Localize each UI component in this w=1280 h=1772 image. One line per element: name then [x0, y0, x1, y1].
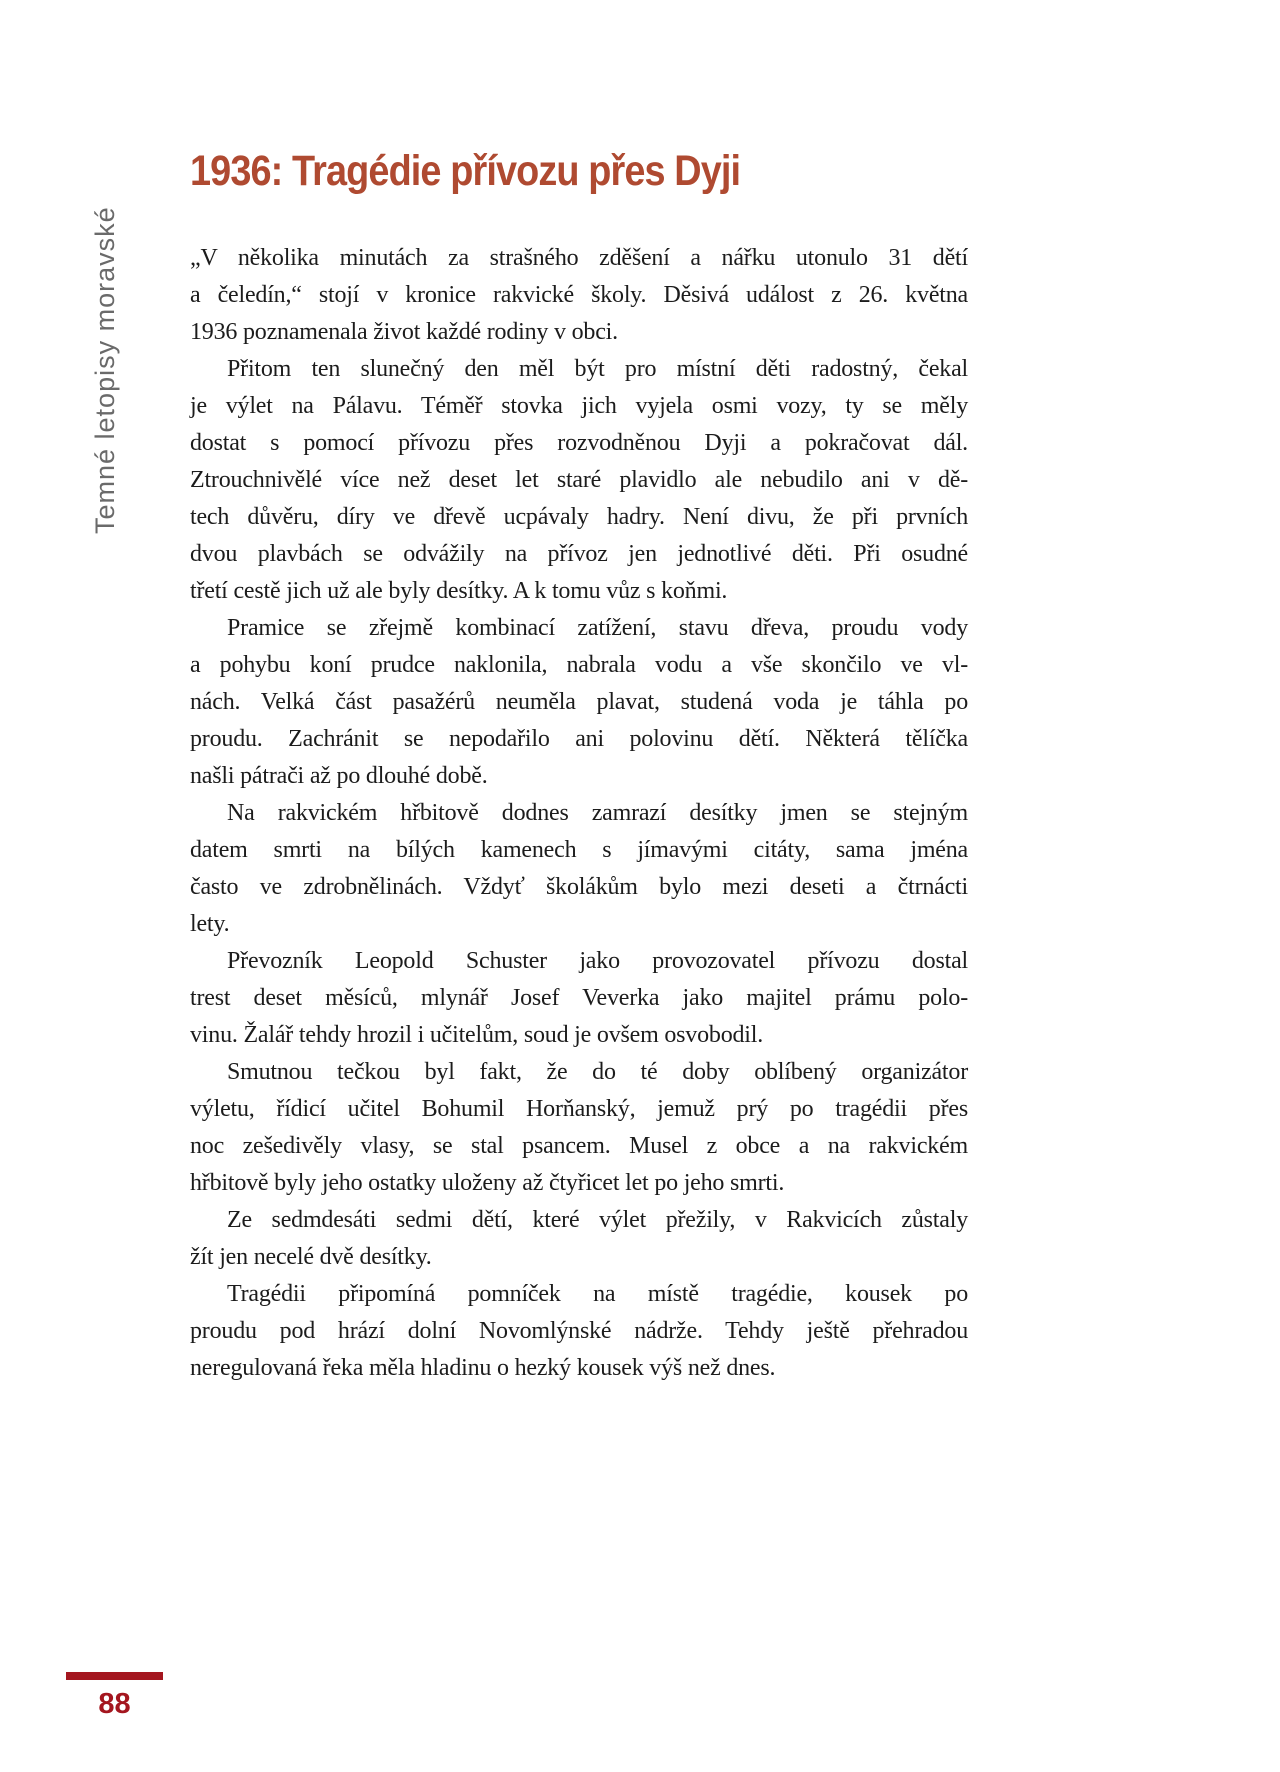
text-line: hřbitově byly jeho ostatky uloženy až čtyřicet let po jeho smrti. — [190, 1170, 785, 1196]
text-line: třetí cestě jich už ale byly desítky. A k tomu vůz s koňmi. — [190, 578, 728, 604]
text-line: neregulovaná řeka měla hladinu o hezký kousek výš než dnes. — [190, 1355, 776, 1381]
paragraph — [190, 1202, 968, 1276]
paragraph — [190, 795, 968, 943]
article-body — [190, 240, 968, 1387]
text-line: Ztrouchnivělé více než deset let staré plavidlo ale nebudilo ani v dě- — [190, 467, 968, 493]
text-line: datem smrti na bílých kamenech s jímavými citáty, sama jména — [190, 837, 968, 863]
paragraph — [190, 610, 968, 795]
text-line: je výlet na Pálavu. Téměř stovka jich vyjela osmi vozy, ty se měly — [190, 393, 968, 419]
text-line: „V několika minutách za strašného zděšení a nářku utonulo 31 dětí — [190, 245, 968, 271]
page-title: 1936: Tragédie přívozu přes Dyji — [190, 147, 741, 195]
footer-rule — [66, 1672, 163, 1680]
paragraph — [190, 1276, 968, 1387]
text-line: noc zešedivěly vlasy, se stal psancem. Musel z obce a na rakvickém — [190, 1133, 968, 1159]
text-line: dostat s pomocí přívozu přes rozvodněnou Dyji a pokračovat dál. — [190, 430, 968, 456]
paragraph — [190, 240, 968, 351]
text-line: tech důvěru, díry ve dřevě ucpávaly hadry. Není divu, že při prvních — [190, 504, 968, 530]
text-line: Převozník Leopold Schuster jako provozovatel přívozu dostal — [227, 948, 968, 974]
text-line: a pohybu koní prudce naklonila, nabrala vodu a vše skončilo ve vl- — [190, 652, 968, 678]
text-line: a čeledín,“ stojí v kronice rakvické školy. Děsivá událost z 26. května — [190, 282, 968, 308]
text-line: Tragédii připomíná pomníček na místě tragédie, kousek po — [227, 1281, 968, 1307]
text-line: 1936 poznamenala život každé rodiny v obci. — [190, 319, 618, 345]
text-line: Pramice se zřejmě kombinací zatížení, stavu dřeva, proudu vody — [227, 615, 968, 641]
paragraph — [190, 351, 968, 610]
text-line: našli pátrači až po dlouhé době. — [190, 763, 488, 789]
text-line: dvou plavbách se odvážily na přívoz jen jednotlivé děti. Při osudné — [190, 541, 968, 567]
text-line: proudu pod hrází dolní Novomlýnské nádrže. Tehdy ještě přehradou — [190, 1318, 968, 1344]
text-line: Na rakvickém hřbitově dodnes zamrazí desítky jmen se stejným — [227, 800, 968, 826]
chapter-sidebar-label: Temné letopisy moravské — [90, 206, 120, 534]
text-line: často ve zdrobnělinách. Vždyť školákům bylo mezi deseti a čtrnácti — [190, 874, 968, 900]
text-line: trest deset měsíců, mlynář Josef Veverka jako majitel prámu polo- — [190, 985, 968, 1011]
text-line: vinu. Žalář tehdy hrozil i učitelům, soud je ovšem osvobodil. — [190, 1022, 764, 1048]
text-line: výletu, řídicí učitel Bohumil Horňanský, jemuž prý po tragédii přes — [190, 1096, 968, 1122]
text-line: nách. Velká část pasažérů neuměla plavat, studená voda je táhla po — [190, 689, 968, 715]
text-line: Ze sedmdesáti sedmi dětí, které výlet přežily, v Rakvicích zůstaly — [227, 1207, 968, 1233]
text-line: Smutnou tečkou byl fakt, že do té doby oblíbený organizátor — [227, 1059, 968, 1085]
page-number: 88 — [98, 1688, 131, 1720]
paragraph — [190, 943, 968, 1054]
text-line: lety. — [190, 911, 230, 937]
text-line: proudu. Zachránit se nepodařilo ani polovinu dětí. Některá tělíčka — [190, 726, 968, 752]
page-content — [190, 146, 968, 1387]
text-line: žít jen necelé dvě desítky. — [190, 1244, 432, 1270]
paragraph — [190, 1054, 968, 1202]
text-line: Přitom ten slunečný den měl být pro místní děti radostný, čekal — [227, 356, 968, 382]
